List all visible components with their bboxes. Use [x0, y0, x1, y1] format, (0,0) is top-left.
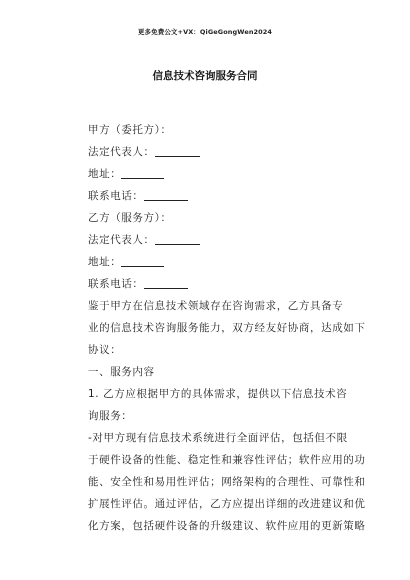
party-a-phone-line: [88, 188, 188, 203]
party-a-address-label: 地址：: [88, 168, 122, 180]
party-b-rep-line: [88, 232, 200, 247]
document-title: 信息技术咨询服务合同: [152, 70, 258, 82]
party-a-heading: 甲方（委托方）：: [88, 124, 172, 136]
party-a-rep-blank: [155, 146, 200, 157]
header-note: 更多免费公文+VX：QiGeGongWen2024: [137, 28, 273, 36]
party-b-address-line: [88, 254, 164, 269]
party-a-phone-label: 联系电话：: [88, 190, 144, 202]
section-heading: 一、服务内容: [88, 366, 155, 378]
clause-body-line: 化方案，包括硬件设备的升级建议、软件应用的更新策略: [88, 520, 366, 532]
party-b-phone-label: 联系电话：: [88, 278, 144, 290]
party-b-heading: 乙方（服务方）：: [88, 212, 172, 224]
clause-body-line: 于硬件设备的性能、稳定性和兼容性评估；软件应用的功: [88, 454, 366, 466]
party-a-phone-blank: [144, 190, 188, 201]
party-b-rep-label: 法定代表人：: [88, 234, 155, 246]
clause-body-line: 能、安全性和易用性评估；网络架构的合理性、可靠性和: [88, 476, 366, 488]
party-a-rep-line: [88, 144, 200, 159]
party-b-phone-blank: [144, 278, 188, 289]
party-a-address-line: [88, 166, 164, 181]
party-b-address-blank: [121, 256, 164, 267]
party-b-rep-blank: [155, 234, 200, 245]
clause-body-line: -对甲方现有信息技术系统进行全面评估，包括但不限: [88, 432, 348, 444]
clause-body-line: 扩展性评估。通过评估，乙方应提出详细的改进建议和优: [88, 498, 366, 510]
preamble-line: 业的信息技术咨询服务能力，双方经友好协商，达成如下: [88, 322, 366, 334]
preamble-line: 协议：: [88, 344, 122, 356]
party-b-address-label: 地址：: [88, 256, 122, 268]
party-a-rep-label: 法定代表人：: [88, 146, 155, 158]
clause-line: 1. 乙方应根据甲方的具体需求，提供以下信息技术咨: [88, 388, 348, 400]
preamble-line: 鉴于甲方在信息技术领域存在咨询需求，乙方具备专: [88, 300, 344, 312]
clause-line: 询服务：: [88, 410, 133, 422]
party-a-address-blank: [121, 168, 164, 179]
party-b-phone-line: [88, 276, 188, 291]
